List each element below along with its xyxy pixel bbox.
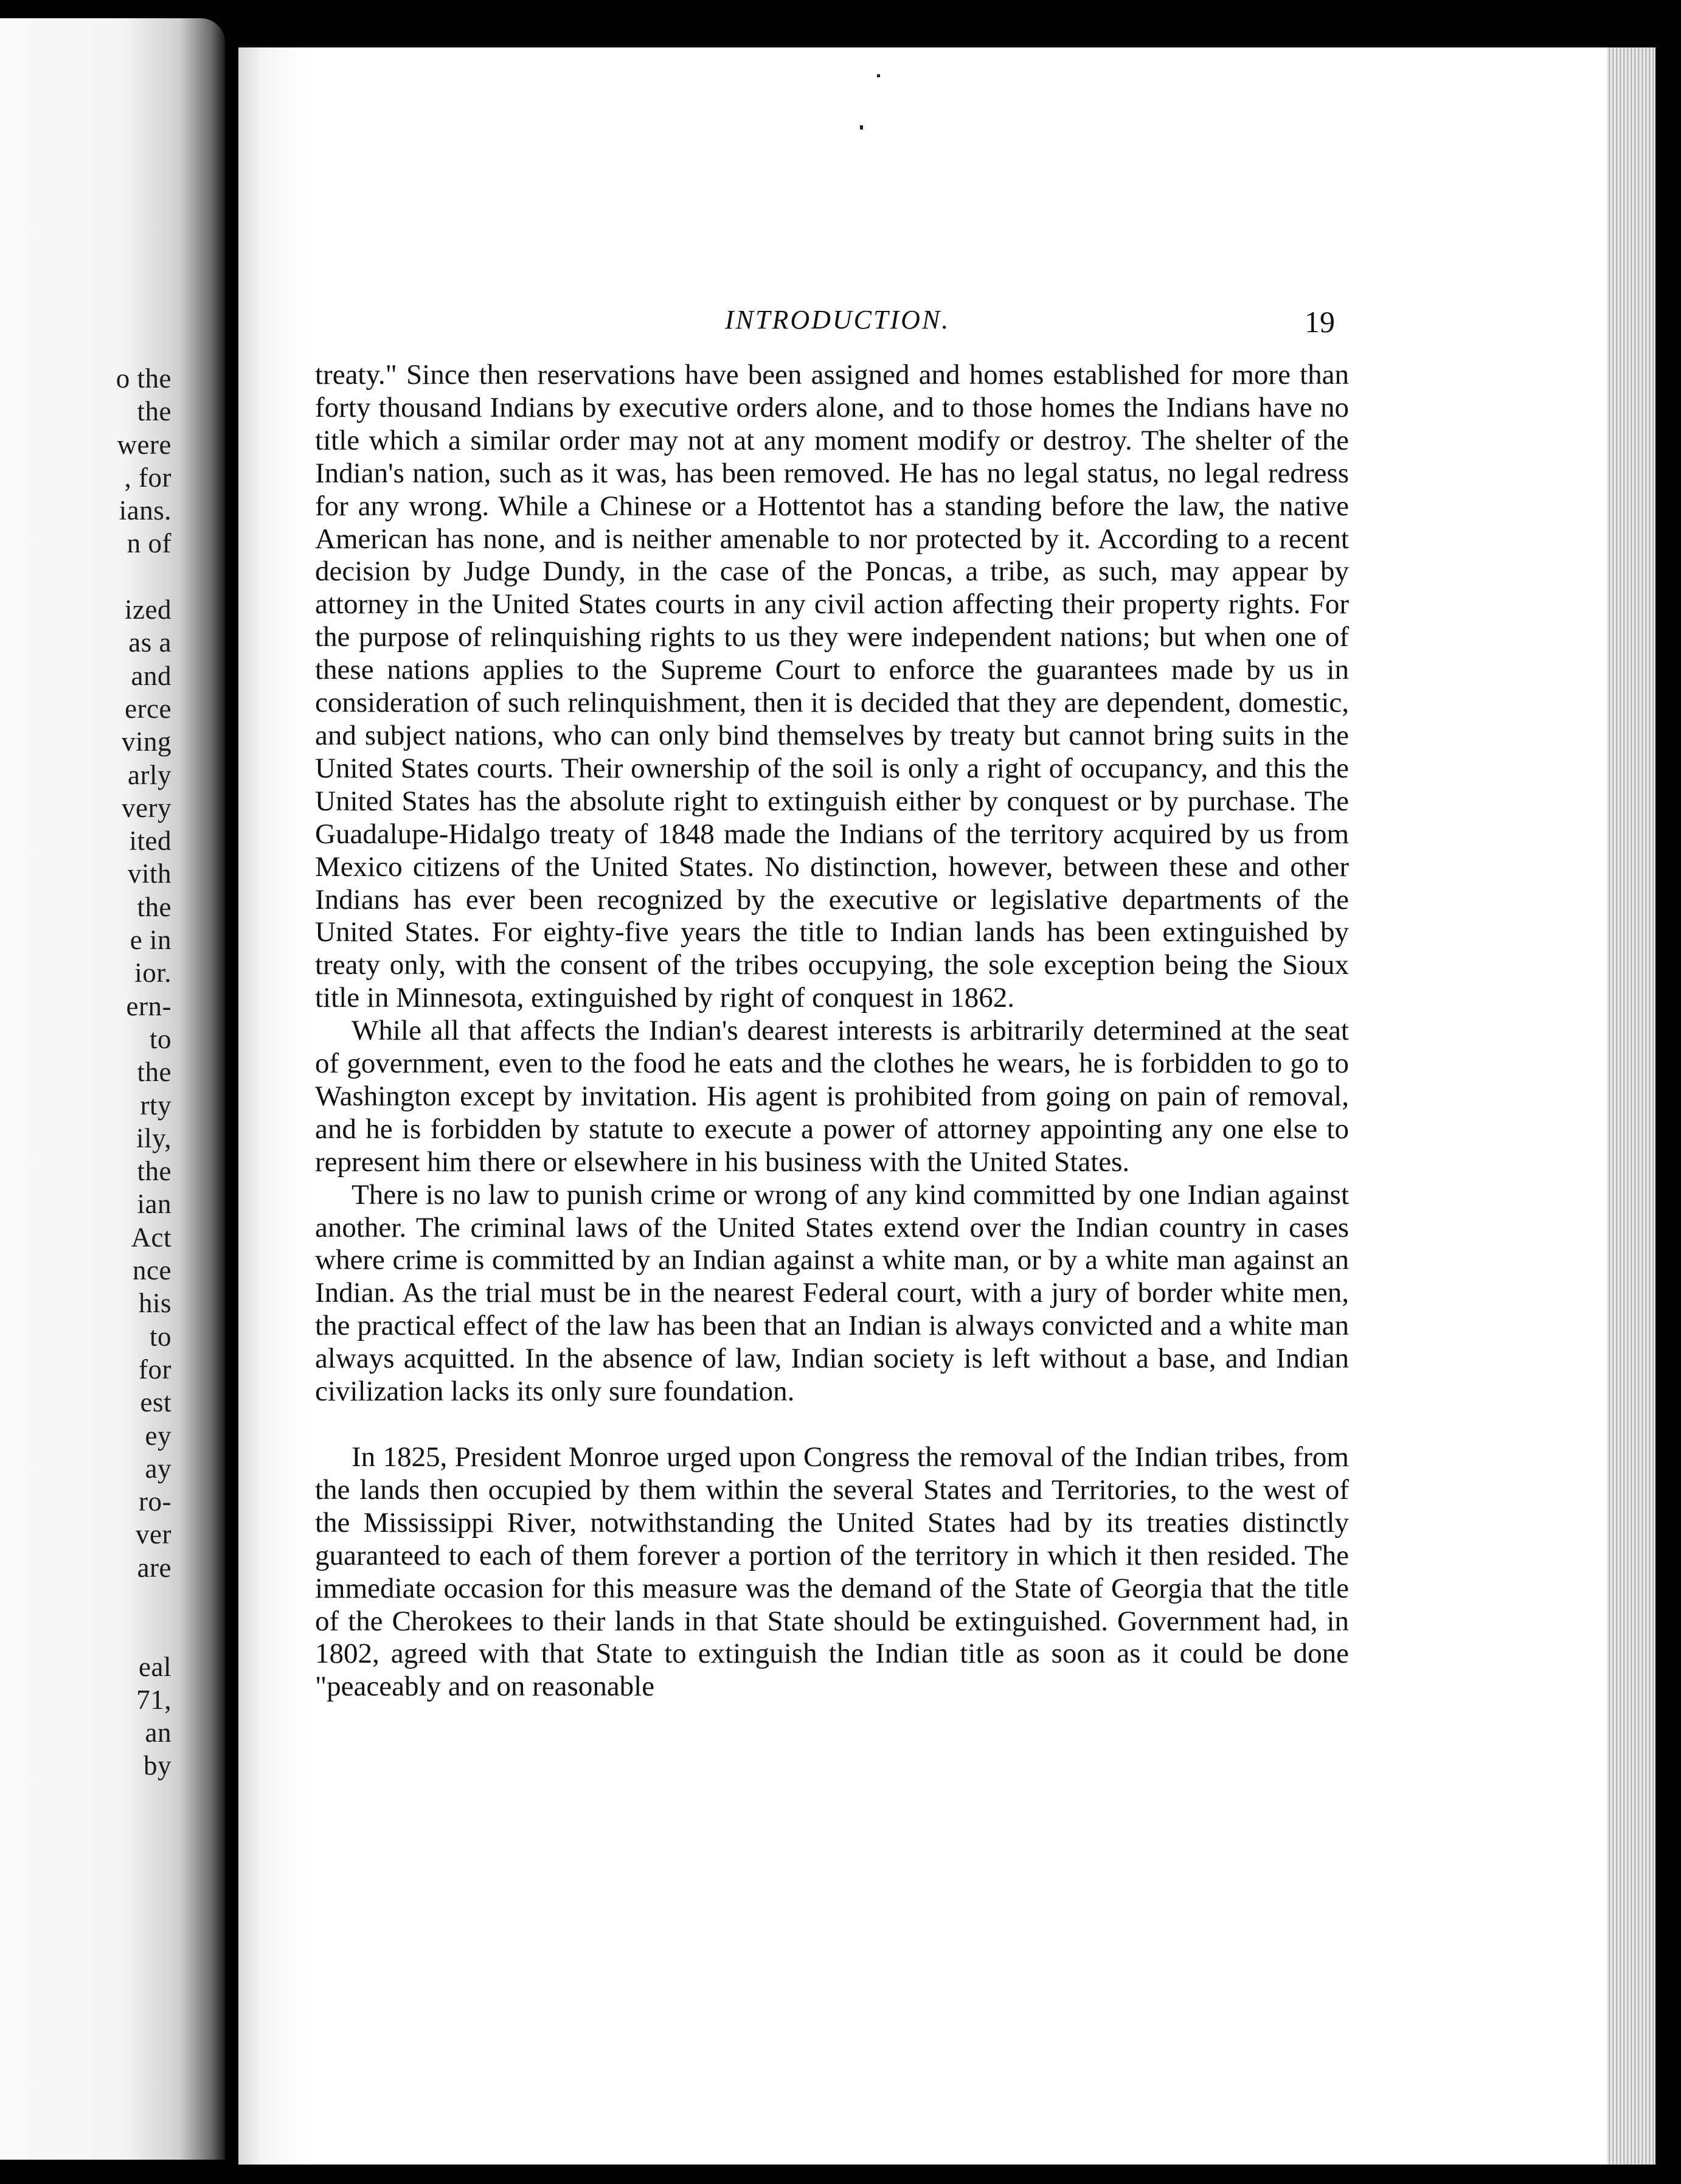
left-line-fragment [116,1617,172,1650]
paragraph: While all that affects the Indian's dearest interests is arbitrarily determined at the seat of government, even to the food he eats and the clothes he wears, he is forbidden to go to Washington except by invitation. His agent is prohibited from going on pain of removal, and he is forbidden by statute to execute a power of attorney appointing any one else to represent him there or elsewhere in his business with the United States. [315,1015,1349,1178]
left-line-fragment: the [137,891,172,922]
left-line-fragment: ern- [126,990,172,1021]
left-line-fragment: e in [130,925,172,956]
left-line-fragment: as a [128,627,172,658]
left-line-fragment: ized [125,594,172,625]
left-line-fragment: are [137,1552,172,1583]
left-line-fragment [116,1584,172,1617]
left-line-fragment: very [122,792,172,823]
left-line-fragment: o the [116,363,172,394]
left-line-fragment: arly [128,759,172,790]
body-text [315,359,1349,1703]
left-line-fragment: an [145,1717,172,1748]
left-line-fragment: ving [121,726,172,757]
left-line-fragment: and [131,660,172,691]
paragraph: treaty." Since then reservations have been assigned and homes established for more than forty thousand Indians by executive orders alone, and to those homes the Indians have no title which a similar order may not at any moment modify or destroy. The shelter of the Indian's nation, such as it was, has been removed. He has no legal status, no legal redress for any wrong. While a Chinese or a Hottentot has a standing before the law, the native American has none, and is neither amenable to nor protected by it. According to a recent decision by Judge Dundy, in the case of the Poncas, a tribe, as such, may appear by attorney in the United States courts in any civil action affecting their property rights. For the purpose of relinquishing rights to us they were independent nations; but when one of these nations applies to the Supreme Court to enforce the guarantees made by us in consideration of such relinquishment, then it is decided that they are dependent, domestic, and subject nations, who can only bind themselves by treaty but cannot bring suits in the United States courts. Their ownership of the soil is only a right of occupancy, and this the United States has the absolute right to extinguish either by conquest or by purchase. The Guadalupe-Hidalgo treaty of 1848 made the Indians of the territory acquired by us from Mexico citizens of the United States. No distinction, however, between these and other Indians has ever been recognized by the executive or legislative departments of the United States. For eighty-five years the title to Indian lands has been extinguished by treaty only, with the consent of the tribes occupying, the sole exception being the Sioux title in Minnesota, extinguished by right of conquest in 1862. [315,359,1349,1014]
left-line-fragment [116,560,172,593]
left-line-fragment: to [149,1023,172,1054]
left-line-fragment: ro- [139,1486,172,1517]
left-line-fragment: n of [127,528,172,559]
left-line-fragment: for [139,1354,172,1385]
left-line-fragment: ians. [119,495,172,526]
speck-mark [860,125,863,130]
left-page-text-fragments [116,362,172,1782]
left-line-fragment: vith [127,858,172,889]
left-line-fragment: erce [125,693,172,724]
left-line-fragment: ited [129,826,172,857]
left-line-fragment: by [144,1750,172,1781]
left-line-fragment: eal [139,1651,172,1682]
left-line-fragment: , for [124,462,172,493]
left-line-fragment: ior. [134,958,172,989]
paragraph: In 1825, President Monroe urged upon Congress the removal of the Indian tribes, from the lands then occupied by them within the several States and Territories, to the west of the Mississippi River, notwithstanding the United States had by its treaties distinctly guaranteed to each of them forever a portion of the territory in which it then resided. The immediate occasion for this measure was the demand of the State of Georgia that the title of the Cherokees to their lands in that State should be extinguished. Government had, in 1802, agreed with that State to extinguish the Indian title as soon as it could be done "peaceably and on reasonable [315,1441,1349,1703]
speck-mark [877,74,880,77]
running-head [238,304,1655,341]
left-line-fragment: 71, [136,1684,172,1715]
left-line-fragment: ver [136,1519,172,1550]
left-line-fragment: were [117,429,172,460]
paragraph: There is no law to punish crime or wrong of any kind committed by one Indian against another. The criminal laws of the United States extend over the Indian country in cases where crime is committed by an Indian against a white man, or by a white man against an Indian. As the trial must be in the nearest Federal court, with a jury of border white men, the practical effect of the law has been that an Indian is always convicted and a white man always acquitted. In the absence of law, Indian society is left without a base, and Indian civilization lacks its only sure foundation. [315,1178,1349,1408]
left-facing-page [0,18,225,2160]
left-line-fragment: rty [140,1090,172,1121]
left-line-fragment: ian [137,1189,172,1220]
left-line-fragment: his [138,1288,172,1319]
left-line-fragment: ey [145,1420,172,1451]
left-line-fragment: nce [133,1255,172,1286]
right-page [238,47,1655,2165]
page-number: 19 [1305,305,1335,339]
left-line-fragment: est [140,1387,172,1418]
left-line-fragment: the [137,396,172,427]
page-edge-stack [1607,47,1655,2165]
left-line-fragment: the [137,1057,172,1088]
left-line-fragment: ay [145,1453,172,1484]
left-line-fragment: Act [131,1222,172,1253]
left-line-fragment: ily, [136,1122,172,1153]
left-line-fragment: to [149,1321,172,1352]
running-title: INTRODUCTION. [725,305,951,335]
left-line-fragment: the [137,1156,172,1187]
